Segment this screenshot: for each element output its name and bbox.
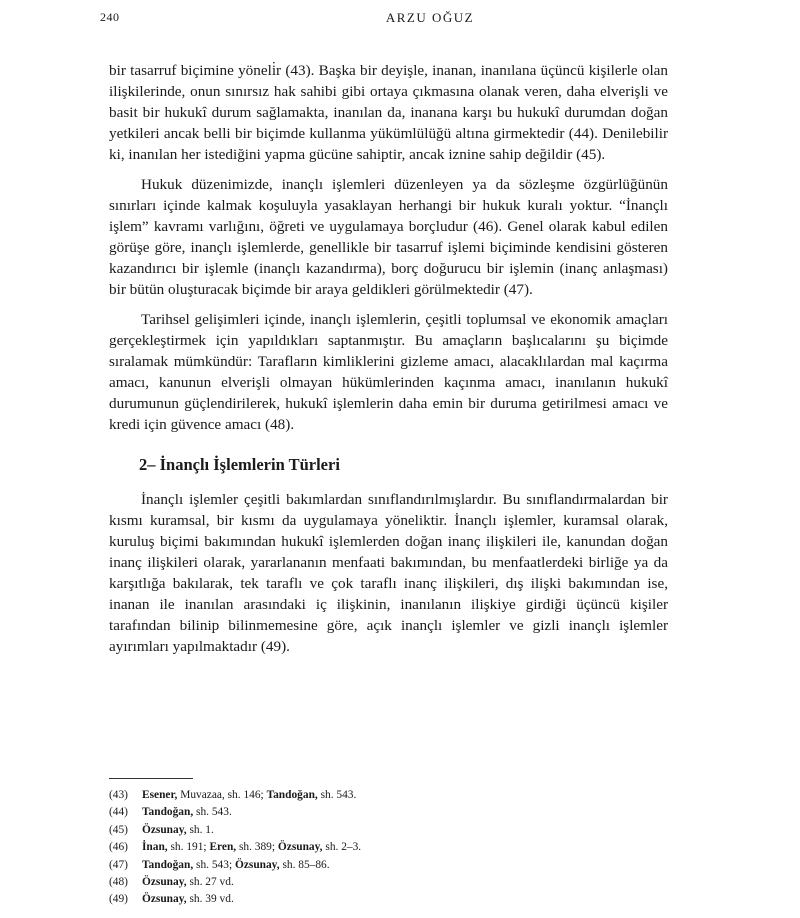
footnote-number: (45) xyxy=(109,823,128,836)
footnote-author: Özsunay, xyxy=(142,875,187,888)
paragraph: Hukuk düzenimizde, inançlı işlemleri düzenleyen ya da sözleşme özgürlüğünün sınırları içinde kalmak koşuluyla yasaklayan herhangi bir hukuk kuralı yoktur. “İnançlı işlem” kavramı varlığını, öğreti ve uygulamaya borçludur (46). Genel olarak kabul edilen görüşe göre, inançlı işlemlerde, genellikle bir tasarruf işlemi biçiminde kendisini gösteren kazandırıcı bir işlemle (inançlı kazandırma), borç doğurucu bir işlemin (inanç anlaşması) bir bütün oluşturacak biçimde bir araya geldikleri görülmektedir (47). xyxy=(109,176,668,298)
footnote-text: sh. 389; xyxy=(236,841,278,854)
footnote-author: Özsunay, xyxy=(234,858,280,871)
footnote-item xyxy=(109,874,669,891)
footnote-number: (43) xyxy=(109,789,128,801)
paragraph-continued: bir tasarruf biçimine yöneli̇r (43). Başka bir deyişle, inanan, inanılana üçüncü kişilerle olan ilişkilerinde, onun sınırsız hak sahibi gibi ortaya çıkmasına olanak veren, daha elverişli ve basit bir hukukî durum sağlamakta, inanılan da, inanana karşı bu hukukî durumdan doğan yetkileri ancak belli bir biçimde kullanma yükümlülüğü altına girmektedir (44). Denilebilir ki, inanılan her istediğini yapma gücüne sahiptir, ancak iznine sahip değildir (45). xyxy=(109,62,668,163)
footnote-item xyxy=(109,839,669,856)
paragraph: İnançlı işlemler çeşitli bakımlardan sınıflandırılmışlardır. Bu sınıflandırmalardan bir kısmı kuramsal, bir kısmı da uygulamaya yöneliktir. İnançlı işlemler, kuramsal olarak, kuruluş biçimi bakımından hukukî işlemlerden doğan inanç ilişkileri ile, kanundan doğan inanç ilişkileri olarak, yararlananın menfaati bakımından, bu menfaatlerdeki birliğe ya da karşıtlığa bakılarak, tek taraflı ve çok taraflı inanç ilişkileri, dış ilişki bakımından ise, inanan ile inanılan arasındaki iç ilişkinin, inanılanın ilişkiye girdiği üçüncü kişiler tarafından bilinip bilinmemesine göre, açık inançlı işlemler ve gizli inançlı işlemler ayırımları yapılmaktadır (49). xyxy=(109,491,668,655)
footnote-text: sh. 543. xyxy=(193,806,232,819)
footnote-item xyxy=(109,857,669,874)
footnote-number: (44) xyxy=(109,806,128,819)
footnote-number: (49) xyxy=(109,893,128,906)
page-header xyxy=(100,6,760,26)
footnote-author: Tandoğan, xyxy=(142,858,194,871)
footnotes xyxy=(109,787,669,909)
page-body xyxy=(109,60,668,666)
footnote-item xyxy=(109,891,669,908)
footnote-text: sh. 1. xyxy=(186,823,214,836)
footnote-text: sh. 543. xyxy=(317,789,357,801)
footnote-author: Özsunay, xyxy=(277,841,323,854)
footnote-author: Eren, xyxy=(209,841,237,854)
footnote-text: sh. 543; xyxy=(193,858,235,871)
footnote-author: Tandoğan, xyxy=(266,789,318,801)
footnote-number: (46) xyxy=(109,841,128,854)
footnote-author: İnan, xyxy=(142,841,168,854)
page-number: 240 xyxy=(100,10,120,24)
footnote-number: (47) xyxy=(109,858,128,871)
footnote-item xyxy=(109,804,669,821)
footnote-author: Özsunay, xyxy=(142,893,187,906)
footnote-divider xyxy=(109,778,193,779)
footnote-author: Özsunay, xyxy=(142,823,187,836)
footnote-text: sh. 191; xyxy=(167,841,210,854)
footnote-text: sh. 85–86. xyxy=(279,858,330,871)
footnote-text: sh. 39 vd. xyxy=(186,893,234,906)
footnote-text: sh. 2–3. xyxy=(322,841,362,854)
footnote-number: (48) xyxy=(109,875,128,888)
running-head: ARZU OĞUZ xyxy=(385,10,475,25)
footnote-text: Muvazaa, sh. 146; xyxy=(177,789,267,801)
paragraph: Tarihsel gelişimleri içinde, inançlı işlemlerin, çeşitli toplumsal ve ekonomik amaçları gerçekleştirmek için yapıldıkları saptanmıştır. Bu amaçların başlıcalarını şu biçimde sıralamak mümkündür: Tarafların kimliklerini gizleme amacı, alacaklılardan mal kaçırma amacı, kanunun elverişli olmayan hükümlerinden kaçınma amacı, inanılanın hukukî durumunun güçlendirilerek, hukukî işlemlerin daha emin bir duruma getirilmesi amacı ve kredi için güvence amacı (48). xyxy=(109,311,668,433)
footnote-author: Esener, xyxy=(142,789,178,801)
footnote-text: sh. 27 vd. xyxy=(186,875,234,888)
footnote-author: Tandoğan, xyxy=(142,806,194,819)
footnote-item xyxy=(109,822,669,839)
footnote-item xyxy=(109,787,669,804)
section-heading: 2– İnançlı İşlemlerin Türleri xyxy=(139,455,340,474)
